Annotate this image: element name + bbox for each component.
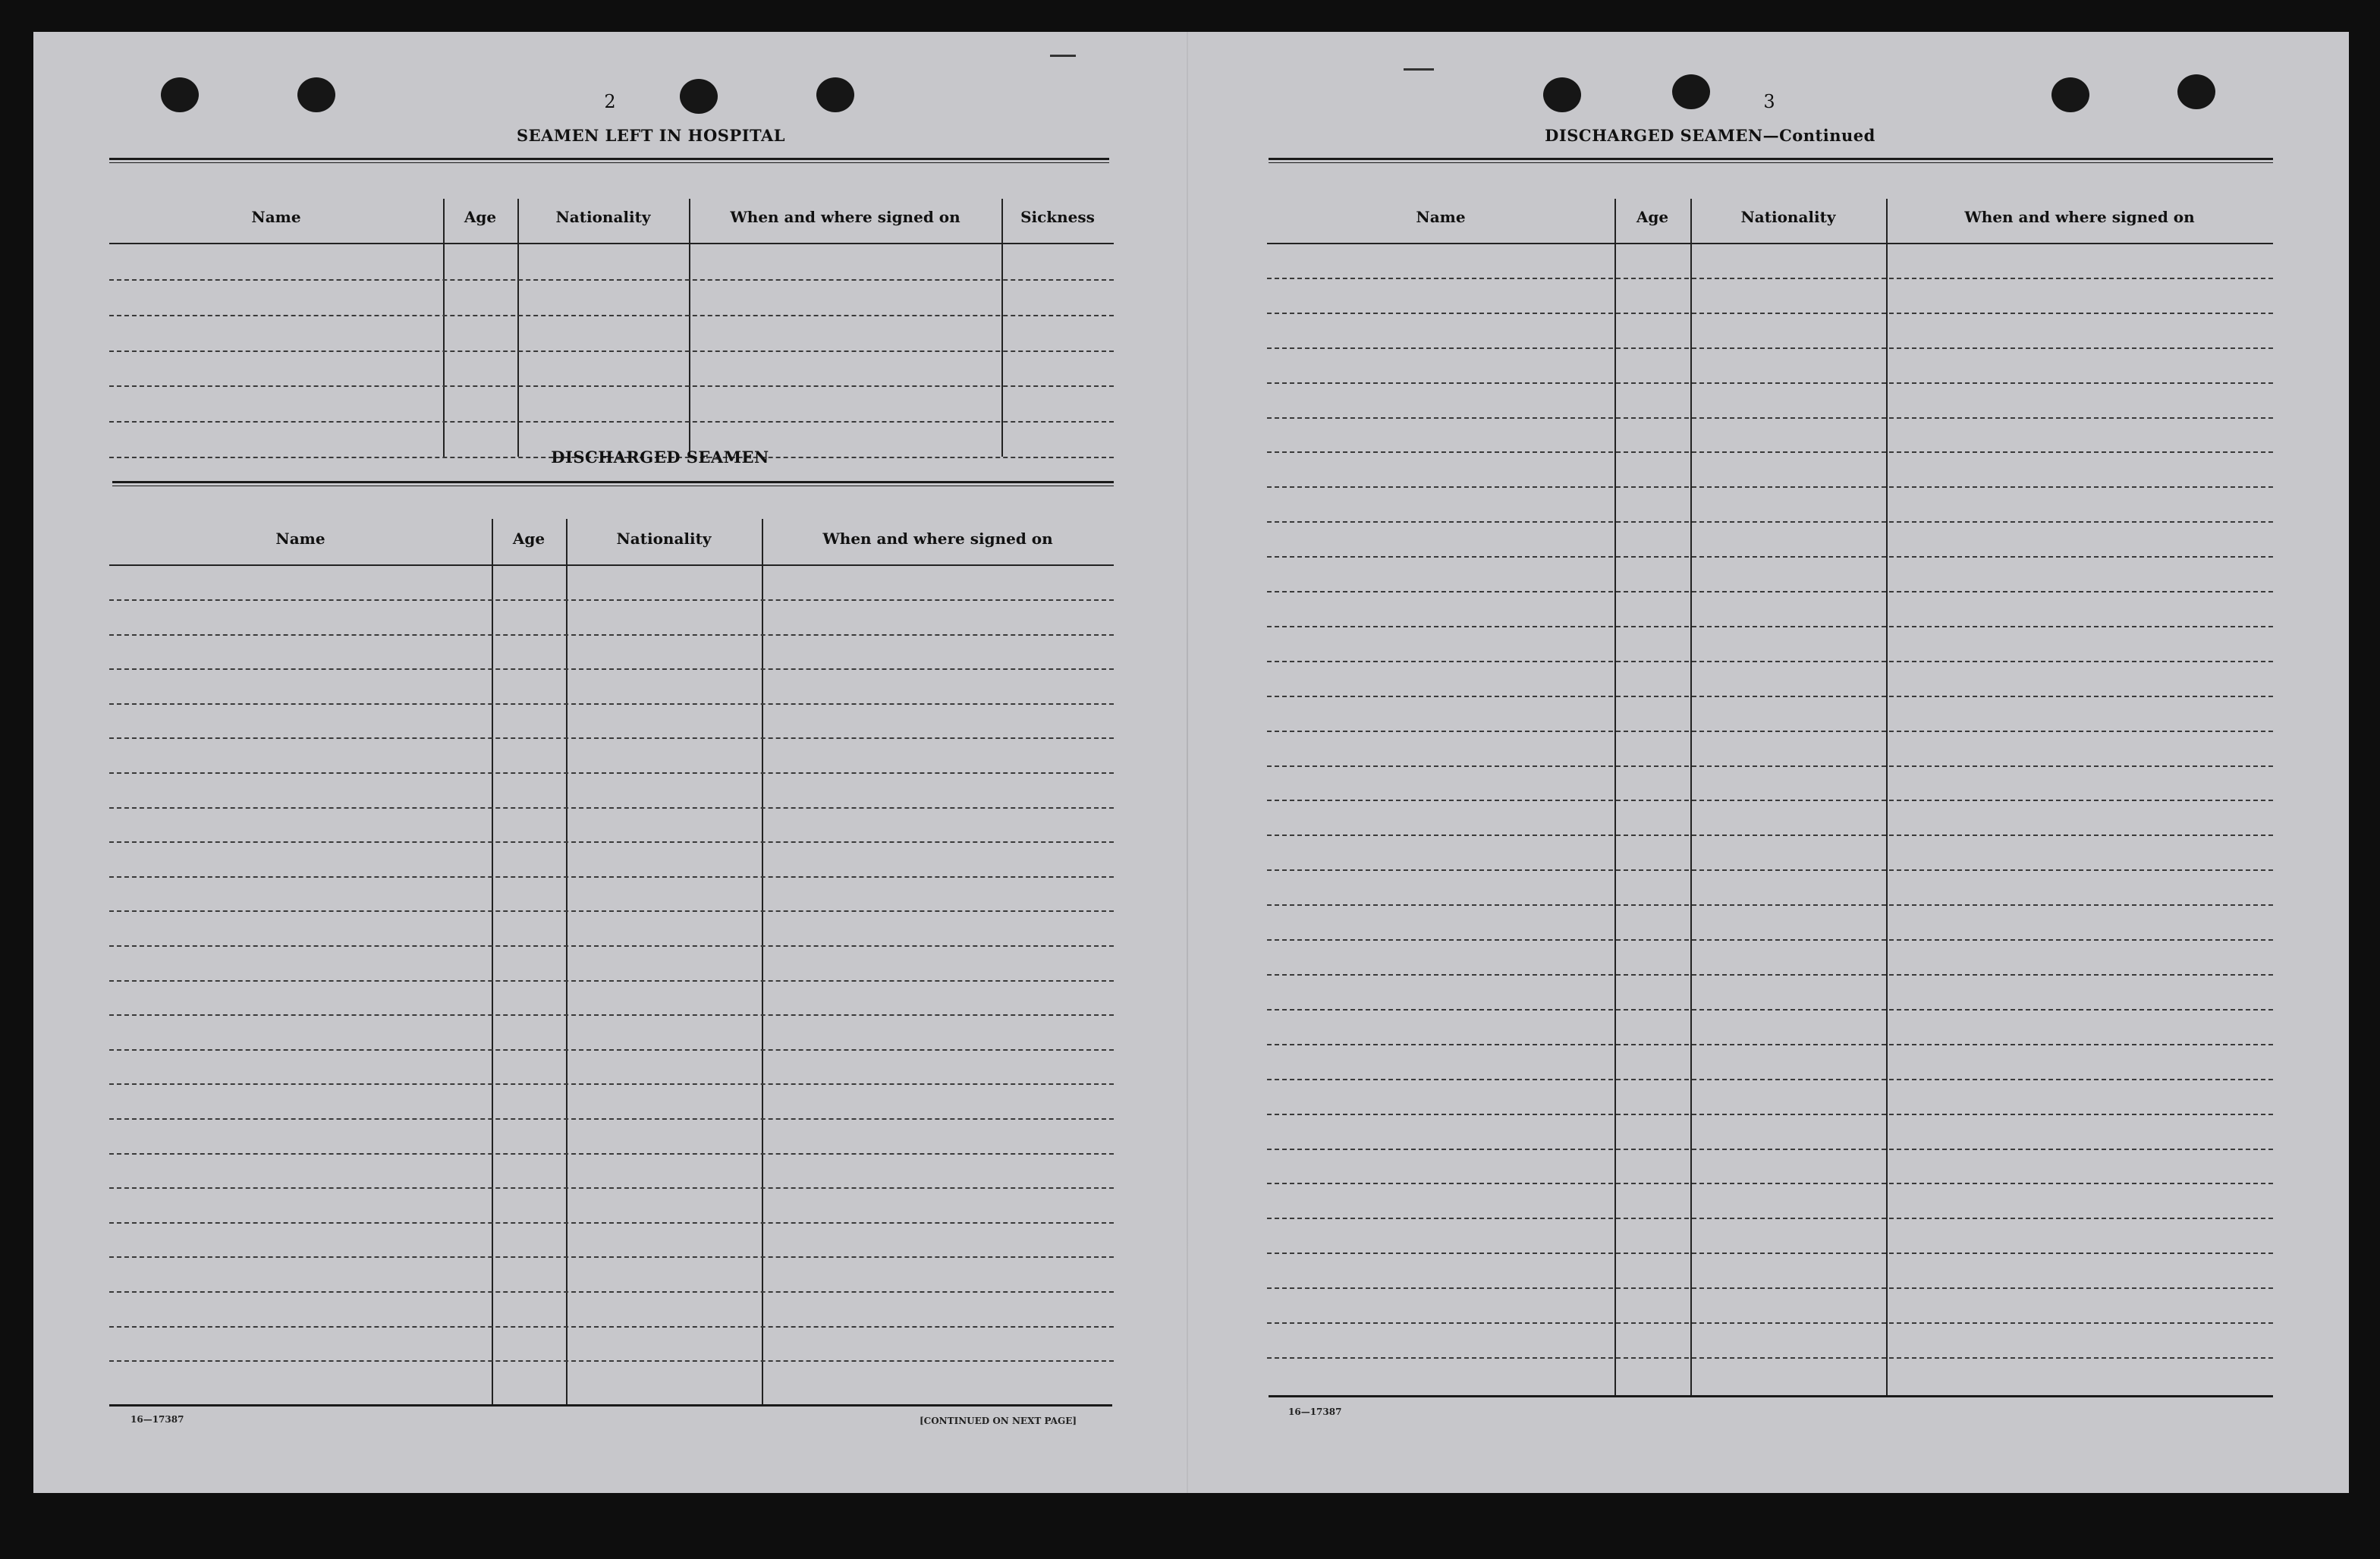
entry-row-line (1267, 939, 2273, 941)
punch-hole (1543, 77, 1581, 112)
column-header-when-and-where-signed-on: When and where signed on (822, 530, 1053, 548)
entry-row-line (1267, 451, 2273, 453)
column-divider (566, 519, 567, 1405)
entry-row-line (1267, 1287, 2273, 1289)
entry-row-line (1267, 904, 2273, 906)
entry-row-line (1267, 974, 2273, 976)
discharged-table-right (1267, 165, 2273, 1410)
entry-row-line (109, 1256, 1114, 1258)
entry-row-line (1267, 1253, 2273, 1254)
column-header-when-and-where-signed-on: When and where signed on (730, 208, 960, 226)
entry-row-line (109, 385, 1114, 387)
discharged-section-title: DISCHARGED SEAMEN (551, 448, 769, 467)
entry-row-line (109, 421, 1114, 423)
column-header-age: Age (1636, 208, 1669, 226)
entry-row-line (1267, 1322, 2273, 1324)
entry-row-line (1267, 626, 2273, 627)
entry-row-line (109, 1326, 1114, 1328)
entry-row-line (1267, 278, 2273, 279)
right-top-rule (1269, 158, 2273, 160)
header-underline (109, 564, 1114, 566)
entry-row-line (1267, 591, 2273, 592)
discharged-continued-title-suffix: —Continued (1762, 126, 1875, 145)
column-divider (689, 199, 690, 457)
discharged-table-left (109, 487, 1114, 1413)
hospital-section-title: SEAMEN LEFT IN HOSPITAL (516, 126, 786, 145)
entry-row-line (1267, 382, 2273, 384)
entry-row-line (1267, 1183, 2273, 1184)
right-bottom-rule (1269, 1395, 2273, 1397)
entry-row-line (1267, 1114, 2273, 1115)
entry-row-line (1267, 486, 2273, 488)
entry-row-line (109, 668, 1114, 670)
punch-hole (297, 77, 335, 112)
entry-row-line (1267, 521, 2273, 523)
column-divider (517, 199, 519, 457)
entry-row-line (1267, 869, 2273, 871)
center-fold (1187, 32, 1188, 1493)
entry-row-line (109, 1153, 1114, 1155)
column-header-age: Age (512, 530, 545, 548)
entry-row-line (1267, 696, 2273, 697)
hospital-top-rule (109, 158, 1109, 160)
header-underline (109, 243, 1114, 244)
entry-row-line (1267, 800, 2273, 801)
entry-row-line (109, 1049, 1114, 1051)
column-divider (443, 199, 445, 457)
hospital-table (109, 165, 1114, 457)
entry-row-line (1267, 347, 2273, 349)
entry-row-line (1267, 556, 2273, 558)
entry-row-line (109, 807, 1114, 809)
page-number-right: 3 (1763, 91, 1775, 112)
punch-hole (161, 77, 199, 112)
column-header-nationality: Nationality (1740, 208, 1836, 226)
entry-row-line (1267, 835, 2273, 836)
ink-speck (1050, 55, 1076, 57)
discharged-continued-title-main: DISCHARGED SEAMEN (1545, 126, 1763, 145)
entry-row-line (109, 910, 1114, 912)
continued-note: [CONTINUED ON NEXT PAGE] (920, 1416, 1077, 1426)
entry-row-line (109, 1291, 1114, 1293)
entry-row-line (109, 350, 1114, 352)
punch-hole (816, 77, 854, 112)
entry-row-line (109, 980, 1114, 982)
punch-hole (680, 79, 718, 114)
punch-hole (2177, 74, 2215, 109)
punch-hole (2051, 77, 2089, 112)
entry-row-line (1267, 1149, 2273, 1150)
scanned-form (33, 32, 2349, 1493)
column-header-age: Age (464, 208, 497, 226)
column-divider (762, 519, 763, 1405)
column-header-when-and-where-signed-on: When and where signed on (1964, 208, 2195, 226)
entry-row-line (1267, 661, 2273, 662)
discharged-continued-title (1520, 126, 1900, 145)
entry-row-line (1267, 313, 2273, 314)
entry-row-line (109, 1083, 1114, 1085)
entry-row-line (109, 279, 1114, 281)
form-number-right: 16—17387 (1288, 1407, 1342, 1417)
entry-row-line (1267, 1009, 2273, 1011)
entry-row-line (109, 841, 1114, 843)
entry-row-line (109, 945, 1114, 947)
entry-row-line (1267, 1357, 2273, 1359)
punch-hole (1672, 74, 1710, 109)
page-number-left: 2 (604, 91, 616, 112)
entry-row-line (1267, 731, 2273, 732)
entry-row-line (109, 1187, 1114, 1189)
entry-row-line (1267, 1044, 2273, 1045)
entry-row-line (1267, 417, 2273, 419)
column-header-nationality: Nationality (616, 530, 712, 548)
column-header-name: Name (275, 530, 325, 548)
column-header-sickness: Sickness (1020, 208, 1095, 226)
entry-row-line (109, 1360, 1114, 1362)
entry-row-line (109, 599, 1114, 601)
entry-row-line (109, 1222, 1114, 1224)
entry-row-line (109, 703, 1114, 705)
entry-row-line (1267, 765, 2273, 767)
column-header-name: Name (251, 208, 301, 226)
entry-row-line (109, 737, 1114, 739)
entry-row-line (109, 772, 1114, 774)
entry-row-line (109, 315, 1114, 316)
entry-row-line (1267, 1218, 2273, 1219)
column-header-nationality: Nationality (555, 208, 651, 226)
left-bottom-rule (109, 1404, 1112, 1407)
entry-row-line (109, 634, 1114, 636)
column-divider (1001, 199, 1003, 457)
entry-row-line (109, 876, 1114, 878)
ink-speck (1404, 68, 1434, 71)
entry-row-line (109, 1014, 1114, 1016)
column-header-name: Name (1416, 208, 1466, 226)
entry-row-line (109, 1118, 1114, 1120)
entry-row-line (1267, 1079, 2273, 1080)
form-number-left: 16—17387 (130, 1414, 184, 1425)
column-divider (492, 519, 493, 1405)
header-underline (1267, 243, 2273, 244)
discharged-top-rule (112, 481, 1114, 483)
